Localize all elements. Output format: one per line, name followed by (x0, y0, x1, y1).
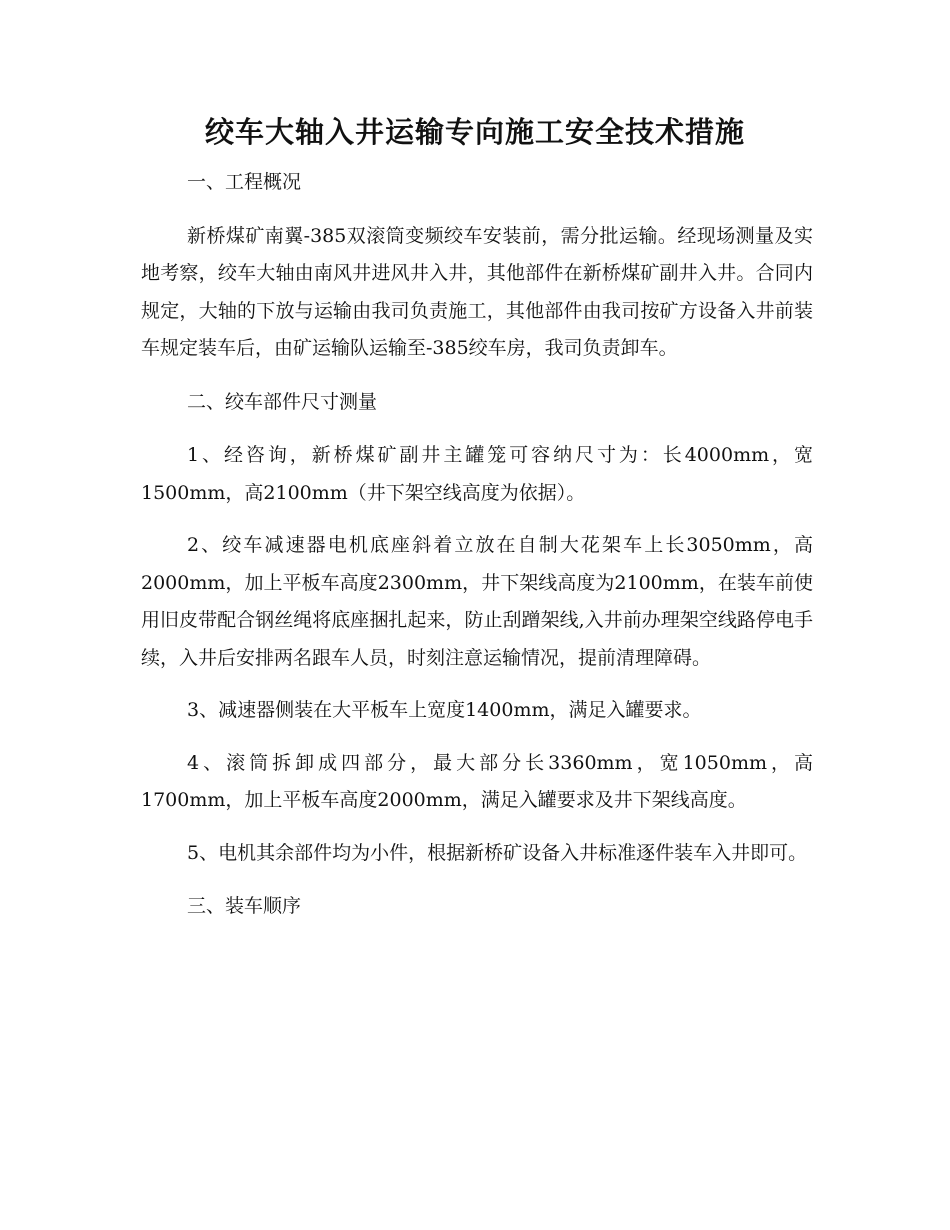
overview-paragraph: 新桥煤矿南翼-385双滚筒变频绞车安装前，需分批运输。经现场测量及实地考察，绞车大轴由南风井进风井入井，其他部件在新桥煤矿副井入井。合同内规定，大轴的下放与运输由我司负责施工，其他部件由我司按矿方设备入井前装车规定装车后，由矿运输队运输至-385绞车房，我司负责卸车。 (141, 224, 813, 359)
section-heading-dimensions: 二、绞车部件尺寸测量 (187, 390, 378, 413)
document-title: 绞车大轴入井运输专向施工安全技术措施 (204, 115, 745, 149)
document-body (141, 164, 813, 926)
dimension-item-2: 2、绞车减速器电机底座斜着立放在自制大花架车上长3050mm，高2000mm，加上平板车高度2300mm，井下架线高度为2100mm，在装车前使用旧皮带配合钢丝绳将底座捆扎起来，防止刮蹭架线,入井前办理架空线路停电手续，入井后安排两名跟车人员，时刻注意运输情况，提前清理障碍。 (141, 534, 813, 669)
section-heading-loading-order: 三、装车顺序 (187, 895, 302, 917)
section-heading-overview: 一、工程概况 (187, 171, 302, 193)
dimension-item-1: 1、经咨询，新桥煤矿副井主罐笼可容纳尺寸为：长4000mm，宽1500mm，高2100mm（井下架空线高度为依据）。 (141, 444, 813, 504)
dimension-item-5: 5、电机其余部件均为小件，根据新桥矿设备入井标准逐件装车入井即可。 (187, 841, 808, 864)
dimension-item-3: 3、减速器侧装在大平板车上宽度1400mm，满足入罐要求。 (187, 699, 702, 721)
dimension-item-4: 4、滚筒拆卸成四部分，最大部分长3360mm，宽1050mm，高1700mm，加上平板车高度2000mm，满足入罐要求及井下架线高度。 (141, 751, 813, 811)
